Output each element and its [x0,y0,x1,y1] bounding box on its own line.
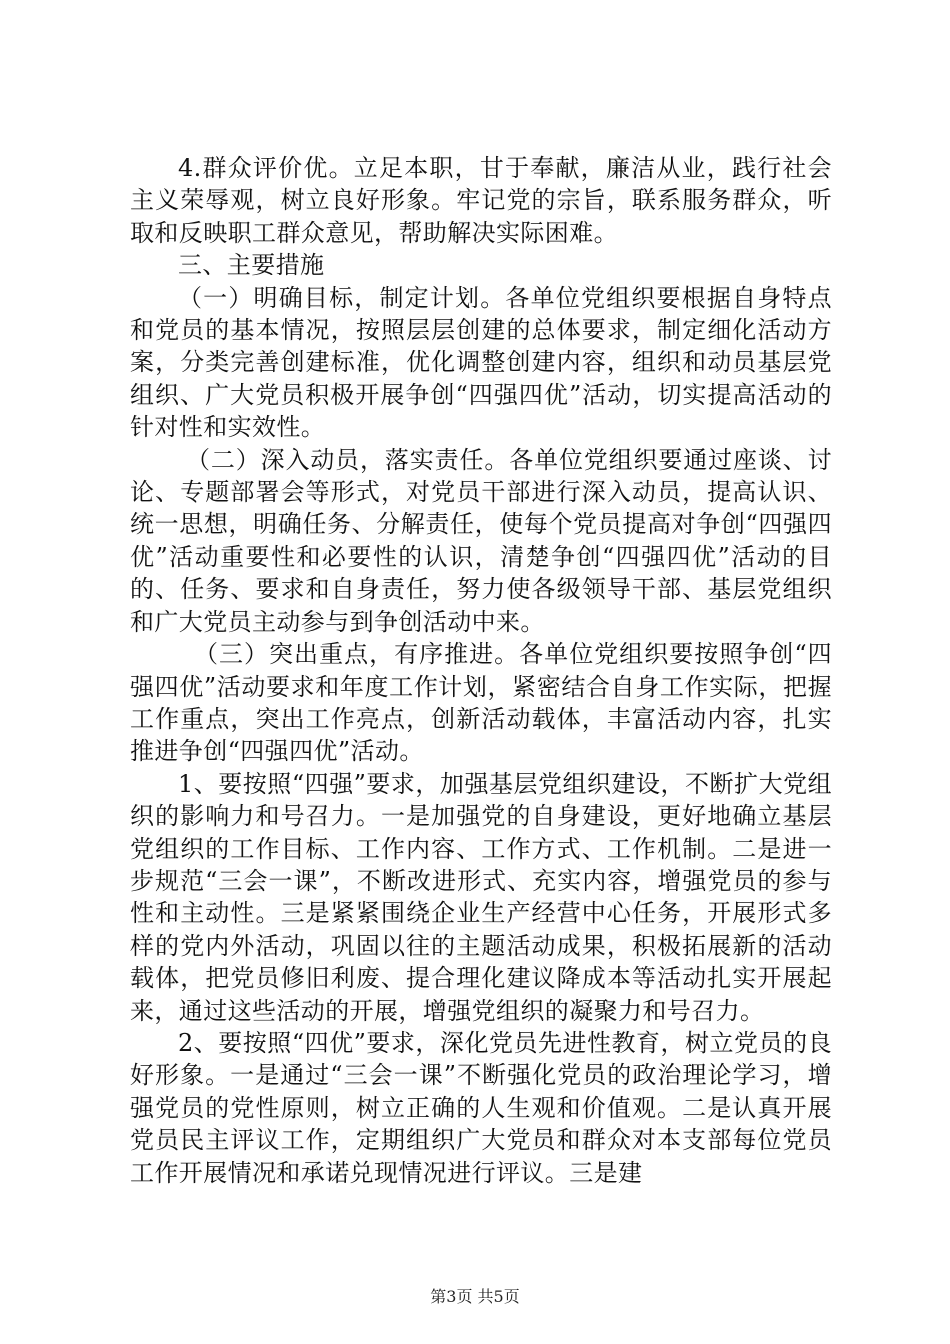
paragraph-measure-1: （一）明确目标，制定计划。各单位党组织要根据自身特点和党员的基本情况，按照层层创建的总体要求，制定细化活动方案，分类完善创建标准，优化调整创建内容，组织和动员基层党组织、广大党员积极开展争创“四强四优”活动，切实提高活动的针对性和实效性。 [130,283,832,442]
paragraph-mass-evaluation: 4.群众评价优。立足本职，甘于奉献，廉洁从业，践行社会主义荣辱观，树立良好形象。牢记党的宗旨，联系服务群众，听取和反映职工群众意见，帮助解决实际困难。 [130,154,832,247]
paragraph-measure-2: （二）深入动员，落实责任。各单位党组织要通过座谈、讨论、专题部署会等形式，对党员干部进行深入动员，提高认识、统一思想，明确任务、分解责任，使每个党员提高对争创“四强四优”活动重要性和必要性的认识，清楚争创“四强四优”活动的目的、任务、要求和自身责任，努力使各级领导干部、基层党组织和广大党员主动参与到争创活动中来。 [130,445,832,636]
document-body [130,152,832,1189]
page-footer: 第3页 共5页 [430,1287,520,1306]
paragraph-measure-3: （三）突出重点，有序推进。各单位党组织要按照争创“四强四优”活动要求和年度工作计划，紧密结合自身工作实际，把握工作重点，突出工作亮点，创新活动载体，丰富活动内容，扎实推进争创“四强四优”活动。 [130,640,832,766]
section-heading-main-measures: 三、主要措施 [178,251,325,280]
paragraph-four-excellent: 2、要按照“四优”要求，深化党员先进性教育，树立党员的良好形象。一是通过“三会一课”不断强化党员的政治理论学习，增强党员的党性原则，树立正确的人生观和价值观。二是认真开展党员民主评议工作，定期组织广大党员和群众对本支部每位党员工作开展情况和承诺兑现情况进行评议。三是建 [130,1028,832,1187]
paragraph-four-strong: 1、要按照“四强”要求，加强基层党组织建设，不断扩大党组织的影响力和号召力。一是加强党的自身建设，更好地确立基层党组织的工作目标、工作内容、工作方式、工作机制。二是进一步规范“三会一课”，不断改进形式、充实内容，增强党员的参与性和主动性。三是紧紧围绕企业生产经营中心任务，开展形式多样的党内外活动，巩固以往的主题活动成果，积极拓展新的活动载体，把党员修旧利废、提合理化建议降成本等活动扎实开展起来，通过这些活动的开展，增强党组织的凝聚力和号召力。 [130,769,832,1025]
